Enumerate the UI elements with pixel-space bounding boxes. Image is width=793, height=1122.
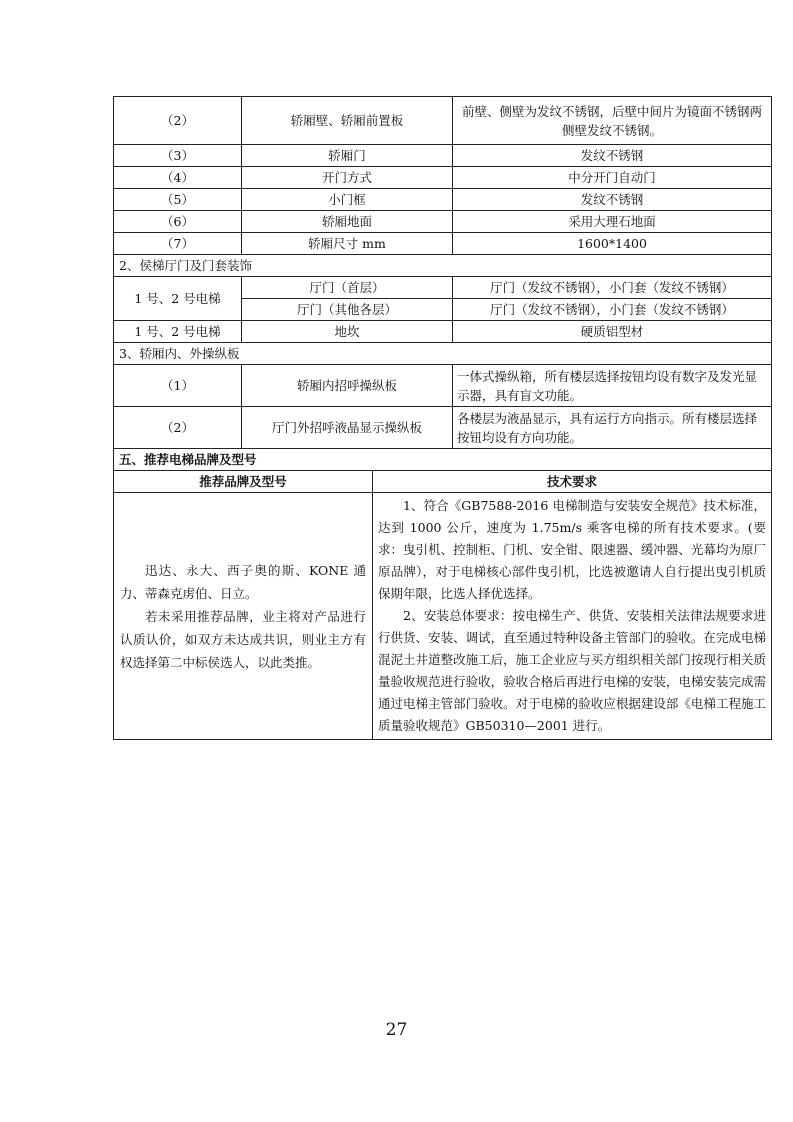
door-other-spec: 厅门（发纹不锈钢），小门套（发纹不锈钢） <box>453 299 772 321</box>
row-spec: 一体式操纵箱，所有楼层选择按钮均设有数字及发光显示器，具有盲文功能。 <box>453 365 772 407</box>
row-number: （4） <box>114 167 242 189</box>
door-first-label: 厅门（首层） <box>242 277 453 299</box>
section-title: 3、轿厢内、外操纵板 <box>114 343 772 365</box>
table-row <box>114 277 772 299</box>
col-tech-header: 技术要求 <box>373 471 772 493</box>
row-item: 厅门外招呼液晶显示操纵板 <box>242 407 453 449</box>
door-first-spec: 厅门（发纹不锈钢），小门套（发纹不锈钢） <box>453 277 772 299</box>
table-row <box>114 167 772 189</box>
door-other-label: 厅门（其他各层） <box>242 299 453 321</box>
elevator-spec-table <box>113 96 772 740</box>
elevator-label: 1 号、2 号电梯 <box>114 277 242 321</box>
table-row <box>114 233 772 255</box>
row-number: （1） <box>114 365 242 407</box>
row-item: 小门框 <box>242 189 453 211</box>
row-number: （2） <box>114 407 242 449</box>
row-item: 轿厢门 <box>242 145 453 167</box>
table-row <box>114 493 772 740</box>
row-item: 轿厢壁、轿厢前置板 <box>242 97 453 145</box>
sill-elevator-label: 1 号、2 号电梯 <box>114 321 242 343</box>
brand-cell <box>114 493 373 740</box>
column-header-row <box>114 471 772 493</box>
table-row <box>114 97 772 145</box>
row-spec: 发纹不锈钢 <box>453 145 772 167</box>
row-item: 轿厢尺寸 mm <box>242 233 453 255</box>
row-number: （6） <box>114 211 242 233</box>
table-row <box>114 407 772 449</box>
row-item: 开门方式 <box>242 167 453 189</box>
row-number: （5） <box>114 189 242 211</box>
table-row <box>114 365 772 407</box>
section-header-row <box>114 449 772 471</box>
tech-cell <box>373 493 772 740</box>
table-row <box>114 321 772 343</box>
sill-label: 地坎 <box>242 321 453 343</box>
spec-table-container <box>113 96 771 740</box>
brand-paragraph: 若未采用推荐品牌，业主将对产品进行认质认价，如双方未达成共识，则业主方有权选择第二中标侯选人，以此类推。 <box>120 608 366 670</box>
row-number: （3） <box>114 145 242 167</box>
section-title: 2、侯梯厅门及门套装饰 <box>114 255 772 277</box>
row-spec: 采用大理石地面 <box>453 211 772 233</box>
col-brand-header: 推荐品牌及型号 <box>114 471 373 493</box>
row-item: 轿厢地面 <box>242 211 453 233</box>
row-item: 轿厢内招呼操纵板 <box>242 365 453 407</box>
table-row <box>114 211 772 233</box>
sill-spec: 硬质铝型材 <box>453 321 772 343</box>
row-spec: 发纹不锈钢 <box>453 189 772 211</box>
row-number: （2） <box>114 97 242 145</box>
section-header-row <box>114 255 772 277</box>
row-number: （7） <box>114 233 242 255</box>
tech-paragraph: 1、符合《GB7588-2016 电梯制造与安装安全规范》技术标准，达到 1000 公斤，速度为 1.75m/s 乘客电梯的所有技术要求。(要求：曳引机、控制柜、门机、安全钳、限速器、缓冲器、光幕均为原厂原品牌），对于电梯核心部件曳引机，比选被邀请人自行提出曳引机质保期年限，比选人择优选择。 <box>378 498 767 601</box>
row-spec: 1600*1400 <box>453 233 772 255</box>
page-number: 27 <box>385 1020 408 1040</box>
row-spec: 各楼层为液晶显示，具有运行方向指示。所有楼层选择按钮均设有方向功能。 <box>453 407 772 449</box>
row-spec: 前壁、侧壁为发纹不锈钢，后壁中间片为镜面不锈钢两侧壁发纹不锈钢。 <box>453 97 772 145</box>
row-spec: 中分开门自动门 <box>453 167 772 189</box>
section-title: 五、推荐电梯品牌及型号 <box>114 449 772 471</box>
tech-paragraph: 2、安装总体要求：按电梯生产、供货、安装相关法律法规要求进行供货、安装、调试，直至通过特种设备主管部门的验收。在完成电梯混泥土井道整改施工后，施工企业应与买方组织相关部门按现行相关质量验收规范进行验收，验收合格后再进行电梯的安装，电梯安装完成需通过电梯主管部门验收。对于电梯的验收应根据建设部《电梯工程施工质量验收规范》GB50310—2001 进行。 <box>378 608 767 733</box>
table-row <box>114 189 772 211</box>
brand-paragraph: 迅达、永大、西子奥的斯、KONE 通力、蒂森克虏伯、日立。 <box>120 562 366 601</box>
table-row <box>114 145 772 167</box>
section-header-row <box>114 343 772 365</box>
